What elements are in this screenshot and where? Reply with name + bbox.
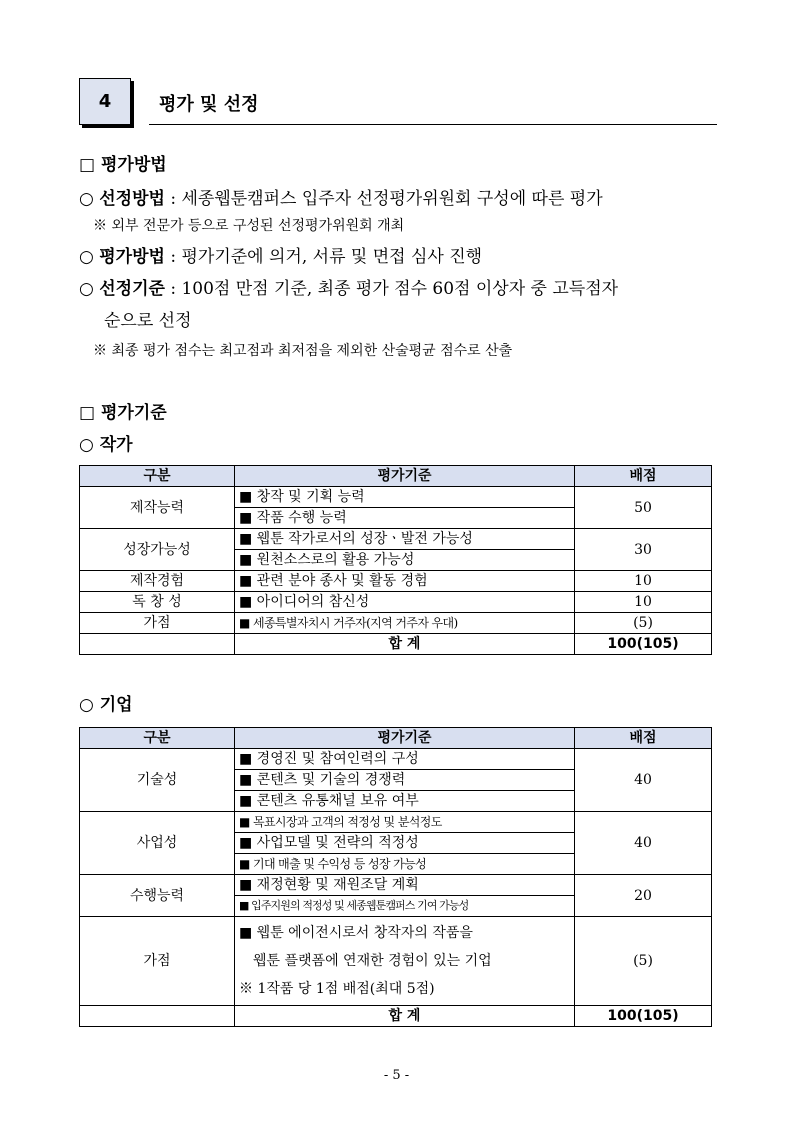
company-heading: ○ 기업 — [79, 695, 133, 715]
method-heading: □ 평가방법 — [79, 155, 167, 175]
section-header — [79, 78, 717, 128]
table-row — [80, 529, 712, 550]
total-row — [80, 1006, 712, 1027]
category-cell: 사업성 — [80, 812, 235, 875]
criterion-cell: ■ 세종특별자치시 거주자(지역 거주자 우대) — [235, 613, 575, 634]
table-row — [80, 875, 712, 896]
section-number: 4 — [79, 78, 131, 125]
table-row — [80, 749, 712, 770]
total-label: 합 계 — [235, 634, 575, 655]
section-underline — [149, 124, 717, 125]
total-row — [80, 634, 712, 655]
criterion-cell: ■ 사업모델 및 전략의 적정성 — [235, 833, 575, 854]
score-cell: 20 — [575, 875, 712, 917]
column-header: 배점 — [575, 728, 712, 749]
table-header-row — [80, 728, 712, 749]
total-score: 100(105) — [575, 634, 712, 655]
category-cell: 수행능력 — [80, 875, 235, 917]
bullet: ○ — [79, 279, 94, 299]
total-blank-cell — [80, 1006, 235, 1027]
artist-criteria-table — [79, 465, 712, 655]
table-row — [80, 613, 712, 634]
criterion-cell: ■ 창작 및 기획 능력 — [235, 487, 575, 508]
score-cell: (5) — [575, 613, 712, 634]
criterion-line: 웹툰 플랫폼에 연재한 경험이 있는 기업 — [253, 953, 492, 969]
criterion-cell: ■ 경영진 및 참여인력의 구성 — [235, 749, 575, 770]
method-note-committee: ※ 외부 전문가 등으로 구성된 선정평가위원회 개최 — [93, 218, 405, 234]
table-row — [80, 917, 712, 1006]
criterion-cell: ■ 목표시장과 고객의 적정성 및 분석정도 — [235, 812, 575, 833]
criterion-cell: ■ 작품 수행 능력 — [235, 508, 575, 529]
criterion-cell-multiline — [235, 917, 575, 1006]
category-cell: 제작능력 — [80, 487, 235, 529]
score-cell: 50 — [575, 487, 712, 529]
table-row — [80, 812, 712, 833]
total-label: 합 계 — [235, 1006, 575, 1027]
criterion-cell: ■ 관련 분야 종사 및 활동 경험 — [235, 571, 575, 592]
item-label: 선정방법 — [99, 189, 165, 209]
artist-heading: ○ 작가 — [79, 435, 133, 455]
score-cell: 10 — [575, 571, 712, 592]
criterion-cell: ■ 기대 매출 및 수익성 등 성장 가능성 — [235, 854, 575, 875]
table-row — [80, 571, 712, 592]
table-row — [80, 487, 712, 508]
score-cell: 10 — [575, 592, 712, 613]
score-cell: 30 — [575, 529, 712, 571]
criterion-cell: ■ 아이디어의 참신성 — [235, 592, 575, 613]
method-item-selection — [79, 184, 603, 209]
total-blank-cell — [80, 634, 235, 655]
column-header: 평가기준 — [235, 466, 575, 487]
criterion-cell: ■ 입주지원의 적정성 및 세종웹툰캠퍼스 기여 가능성 — [235, 896, 575, 917]
table-header-row — [80, 466, 712, 487]
category-cell: 기술성 — [80, 749, 235, 812]
criterion-line: ■ 웹툰 에이전시로서 창작자의 작품을 — [239, 925, 473, 941]
total-score: 100(105) — [575, 1006, 712, 1027]
page-number: - 5 - — [383, 1068, 410, 1083]
criterion-note: ※ 1작품 당 1점 배점(최대 5점) — [239, 981, 435, 997]
item-label: 평가방법 — [99, 247, 165, 267]
criterion-cell: ■ 재정현황 및 재원조달 계획 — [235, 875, 575, 896]
method-item-evaluation — [79, 242, 482, 267]
item-text: : 세종웹툰캠퍼스 입주자 선정평가위원회 구성에 따른 평가 — [164, 189, 603, 209]
category-cell: 독 창 성 — [80, 592, 235, 613]
criterion-cell: ■ 콘텐츠 및 기술의 경쟁력 — [235, 770, 575, 791]
column-header: 배점 — [575, 466, 712, 487]
criteria-heading: □ 평가기준 — [79, 403, 167, 423]
method-item-criteria — [79, 274, 618, 299]
criterion-cell: ■ 콘텐츠 유통채널 보유 여부 — [235, 791, 575, 812]
score-cell: 40 — [575, 749, 712, 812]
category-cell: 성장가능성 — [80, 529, 235, 571]
bullet: ○ — [79, 247, 94, 267]
item-text: : 100점 만점 기준, 최종 평가 점수 60점 이상자 중 고득점자 — [164, 279, 619, 299]
method-note-score: ※ 최종 평가 점수는 최고점과 최저점을 제외한 산술평균 점수로 산출 — [93, 343, 513, 359]
item-text: : 평가기준에 의거, 서류 및 면접 심사 진행 — [164, 247, 483, 267]
method-item-criteria-cont: 순으로 선정 — [104, 311, 192, 331]
section-title: 평가 및 선정 — [159, 94, 259, 115]
item-label: 선정기준 — [99, 279, 165, 299]
category-cell: 제작경험 — [80, 571, 235, 592]
score-cell: 40 — [575, 812, 712, 875]
score-cell: (5) — [575, 917, 712, 1006]
criterion-cell: ■ 원천소스로의 활용 가능성 — [235, 550, 575, 571]
table-row — [80, 592, 712, 613]
bullet: ○ — [79, 189, 94, 209]
category-cell: 가점 — [80, 613, 235, 634]
column-header: 평가기준 — [235, 728, 575, 749]
company-criteria-table — [79, 727, 712, 1027]
column-header: 구분 — [80, 728, 235, 749]
category-cell: 가점 — [80, 917, 235, 1006]
criterion-cell: ■ 웹툰 작가로서의 성장ㆍ발전 가능성 — [235, 529, 575, 550]
column-header: 구분 — [80, 466, 235, 487]
